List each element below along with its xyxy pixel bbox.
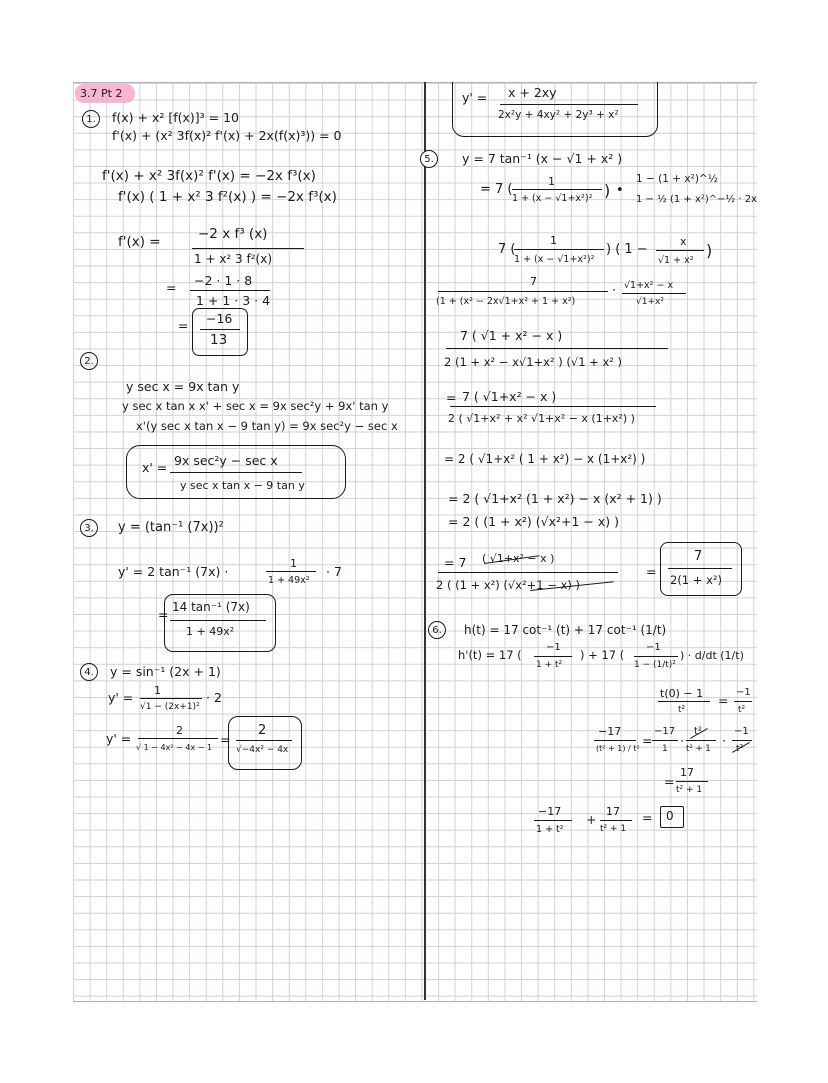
p6-line-6-num2: 17: [606, 805, 620, 818]
p6-line-4-eq: =: [642, 733, 653, 748]
p6-line-3-den2: t²: [738, 705, 746, 715]
p5-line-3-lead: 7 (: [498, 242, 516, 257]
p6-line-5-num: 17: [680, 766, 694, 779]
p5-line-7: = 2 ( √1+x² ( 1 + x²) − x (1+x²) ): [444, 452, 646, 466]
p5-answer-num: 7: [694, 549, 703, 564]
column-divider: [424, 82, 426, 1000]
p4-answer-num: 2: [258, 723, 267, 738]
p6-line-4-num: −17: [598, 725, 622, 738]
p3-answer-num: 14 tan⁻¹ (7x): [172, 600, 250, 614]
p5-line-4-num: 7: [530, 275, 537, 288]
p1-line-1: f(x) + x² [f(x)]³ = 10: [112, 110, 239, 125]
p6-line-4-den3: t² + 1: [686, 744, 711, 754]
p5-line-3-bar2: [656, 250, 704, 251]
top-right-bar: [500, 104, 638, 105]
p4-answer-bar: [236, 740, 292, 741]
p1-frac1-num: −2 x f³ (x): [198, 226, 268, 242]
p6-line-4-dot: ·: [680, 733, 684, 748]
p6-line-5-eq: =: [664, 774, 675, 789]
p5-line-4-den: (1 + (x² − 2x√1+x² + 1 + x²): [436, 296, 576, 307]
p6-line-2-bar2: [634, 656, 678, 657]
p2-answer-den: y sec x tan x − 9 tan y: [180, 479, 305, 492]
p6-line-2-den: 1 + t²: [536, 660, 563, 670]
problem-6-number: 6.: [428, 621, 446, 639]
p6-line-4-bar2: [652, 740, 678, 741]
p5-line-2-dot: •: [616, 183, 624, 198]
p2-line-2: y sec x tan x x' + sec x = 9x sec²y + 9x' tan y: [122, 399, 389, 413]
p6-line-6-bar2: [600, 820, 632, 821]
p5-line-3-den: 1 + (x − √1+x²)²: [514, 254, 595, 265]
p1-frac1-lhs: f'(x) =: [118, 234, 161, 250]
p6-line-4-den4: t²: [736, 744, 744, 754]
problem-5-number: 5.: [420, 150, 438, 168]
p1-frac1-bar: [192, 248, 304, 249]
p2-line-3: x'(y sec x tan x − 9 tan y) = 9x sec²y − sec x: [136, 419, 398, 433]
p6-line-5-den: t² + 1: [676, 785, 703, 795]
top-right-den: 2x²y + 4xy² + 2y³ + x²: [498, 109, 619, 121]
p1-answer-bar: [200, 329, 240, 330]
problem-4-number: 4.: [80, 663, 98, 681]
p2-answer-lhs: x' =: [142, 460, 168, 475]
p6-answer: 0: [666, 809, 674, 823]
p5-line-2-side1: 1 − (1 + x²)^½: [636, 173, 718, 185]
p3-eq: =: [158, 607, 169, 622]
p5-line-6-den: 2 ( √1+x² + x² √1+x² − x (1+x²) ): [448, 412, 635, 425]
p1-answer-den: 13: [210, 332, 228, 348]
p6-line-6-num: −17: [538, 805, 562, 818]
p3-answer-den: 1 + 49x²: [186, 625, 235, 638]
p5-line-3-num: 1: [550, 234, 557, 247]
p2-answer-num: 9x sec²y − sec x: [174, 453, 278, 468]
p1-frac2-den: 1 + 1 · 3 · 4: [196, 293, 271, 308]
p5-line-10-den: 2 ( (1 + x²) (√x²+1 − x) ): [436, 578, 580, 592]
problem-2-number: 2.: [80, 352, 98, 370]
p5-answer-bar: [668, 568, 732, 569]
p5-line-3-den2: √1 + x²: [658, 255, 694, 266]
p5-line-4-dot: ·: [612, 282, 616, 297]
p1-frac2-bar: [190, 290, 270, 291]
p6-line-6-plus: +: [586, 812, 597, 827]
p5-line-2-lead: = 7 (: [480, 182, 513, 197]
p4-line-3-den: √ 1 − 4x² − 4x − 1: [136, 743, 213, 752]
p5-answer-den: 2(1 + x²): [670, 573, 722, 587]
p6-line-3-bar: [658, 701, 710, 702]
p2-line-1: y sec x = 9x tan y: [126, 379, 240, 394]
p6-line-3-bar2: [734, 701, 752, 702]
p2-answer-bar: [170, 472, 302, 473]
p6-line-6-bar: [534, 820, 572, 821]
p5-line-3-close: ): [706, 241, 713, 260]
p4-line-2-den: √1 − (2x+1)²: [140, 702, 200, 712]
p5-line-4-bar2: [622, 293, 686, 294]
p3-line-2-den: 1 + 49x²: [268, 575, 310, 586]
p1-line-2: f'(x) + (x² 3f(x)² f'(x) + 2x(f(x)³)) = 0: [112, 128, 342, 143]
p1-line-3: f'(x) + x² 3f(x)² f'(x) = −2x f³(x): [102, 168, 316, 184]
p6-line-2-num: −1: [546, 642, 561, 653]
p4-line-3-lhs: y' =: [106, 731, 132, 746]
problem-3-number: 3.: [80, 519, 98, 537]
p6-line-1: h(t) = 17 cot⁻¹ (t) + 17 cot⁻¹ (1/t): [464, 623, 667, 637]
graph-paper: [73, 82, 757, 1002]
p4-line-3-num: 2: [176, 724, 183, 737]
p4-line-3-bar: [138, 738, 218, 739]
p6-line-3-eq: =: [718, 693, 729, 708]
header-label: 3.7 Pt 2: [80, 87, 123, 100]
p5-line-2-close: ): [604, 181, 611, 200]
p5-line-5-den: 2 (1 + x² − x√1+x² ) (√1 + x² ): [444, 355, 623, 369]
top-right-lhs: y' =: [462, 90, 488, 105]
p5-line-9: = 2 ( (1 + x²) (√x²+1 − x) ): [448, 514, 619, 529]
p5-line-2-bar: [512, 189, 602, 190]
p5-line-2-den: 1 + (x − √1+x²)²: [512, 193, 593, 204]
p4-line-2-lhs: y' =: [108, 690, 134, 705]
p6-line-4-dot2: ·: [722, 733, 726, 748]
p3-line-2-lhs: y' = 2 tan⁻¹ (7x) ·: [118, 564, 229, 579]
p3-line-2-num: 1: [290, 557, 297, 570]
p4-line-2-tail: · 2: [206, 690, 222, 705]
p5-line-4-den2: √1+x²: [636, 297, 664, 307]
p5-line-3-bar: [514, 249, 604, 250]
p1-eq: =: [166, 280, 177, 295]
p6-line-3-num2: −1: [736, 687, 751, 698]
problem-1-number: 1.: [82, 110, 100, 128]
p1-frac1-den: 1 + x² 3 f²(x): [194, 252, 272, 266]
p6-line-2-num2: −1: [646, 642, 661, 653]
p5-line-10-num: ( √1+x² − x ): [482, 552, 555, 565]
p6-line-4-den: (t² + 1) / t²: [596, 744, 640, 753]
p6-line-3-den: t²: [678, 705, 686, 715]
p3-line-1: y = (tan⁻¹ (7x))²: [118, 520, 224, 535]
p6-line-4-den2: 1: [662, 744, 668, 754]
p5-line-6-lead: =: [446, 390, 457, 405]
p5-line-10-eq: =: [646, 564, 657, 579]
p6-line-4-num2: −17: [654, 726, 676, 737]
p5-line-3-mid: ) ( 1 −: [606, 242, 648, 257]
p5-line-4-bar: [438, 291, 608, 292]
p4-answer-den: √−4x² − 4x: [236, 745, 289, 755]
p5-line-2-side2: 1 − ½ (1 + x²)^−½ · 2x: [636, 194, 758, 205]
p5-line-5-bar: [446, 348, 668, 349]
p6-line-6-den2: t² + 1: [600, 824, 627, 834]
p4-line-2-bar: [140, 698, 202, 699]
p3-answer-bar: [170, 620, 266, 621]
p6-line-2-bar: [534, 656, 572, 657]
p4-line-1: y = sin⁻¹ (2x + 1): [110, 664, 221, 679]
p1-answer-num: −16: [206, 311, 233, 326]
p6-line-3-num: t(0) − 1: [660, 687, 704, 700]
p6-line-2-tail: ) · d/dt (1/t): [680, 649, 744, 662]
p6-line-2-lhs: h'(t) = 17 (: [458, 648, 522, 662]
p3-line-2-tail: · 7: [326, 564, 342, 579]
p1-frac2-num: −2 · 1 · 8: [194, 273, 253, 288]
p5-line-2-num: 1: [548, 175, 555, 188]
p6-line-4-bar3: [686, 740, 716, 741]
p5-line-6-bar: [450, 406, 656, 407]
p6-line-4-bar: [594, 740, 636, 741]
p5-line-3-num2: x: [680, 235, 687, 248]
p5-line-10-lead: = 7: [444, 555, 467, 570]
p6-line-4-num4: −1: [734, 726, 749, 737]
p5-line-10-bar: [438, 572, 618, 573]
p5-line-4-num2: √1+x² − x: [624, 280, 674, 291]
p6-line-2-mid: ) + 17 (: [580, 648, 625, 662]
p5-line-1: y = 7 tan⁻¹ (x − √1 + x² ): [462, 151, 623, 166]
p4-eq: =: [220, 732, 231, 747]
p5-line-5-num: 7 ( √1 + x² − x ): [460, 328, 563, 343]
p6-line-4-num3: t²: [694, 726, 702, 737]
p6-line-6-den: 1 + t²: [536, 824, 564, 835]
p1-line-4: f'(x) ( 1 + x² 3 f²(x) ) = −2x f³(x): [118, 189, 337, 205]
p6-line-5-bar: [676, 781, 708, 782]
p1-eq2: =: [178, 318, 189, 333]
p6-line-2-den2: 1 − (1/t)²: [634, 660, 676, 670]
p6-line-6-eq: =: [642, 810, 653, 825]
top-right-num: x + 2xy: [508, 85, 557, 100]
p5-line-8: = 2 ( √1+x² (1 + x²) − x (x² + 1) ): [448, 491, 662, 506]
p4-line-2-num: 1: [154, 684, 161, 697]
p3-line-2-bar: [266, 571, 316, 572]
p5-line-6-num: 7 ( √1+x² − x ): [462, 389, 557, 404]
